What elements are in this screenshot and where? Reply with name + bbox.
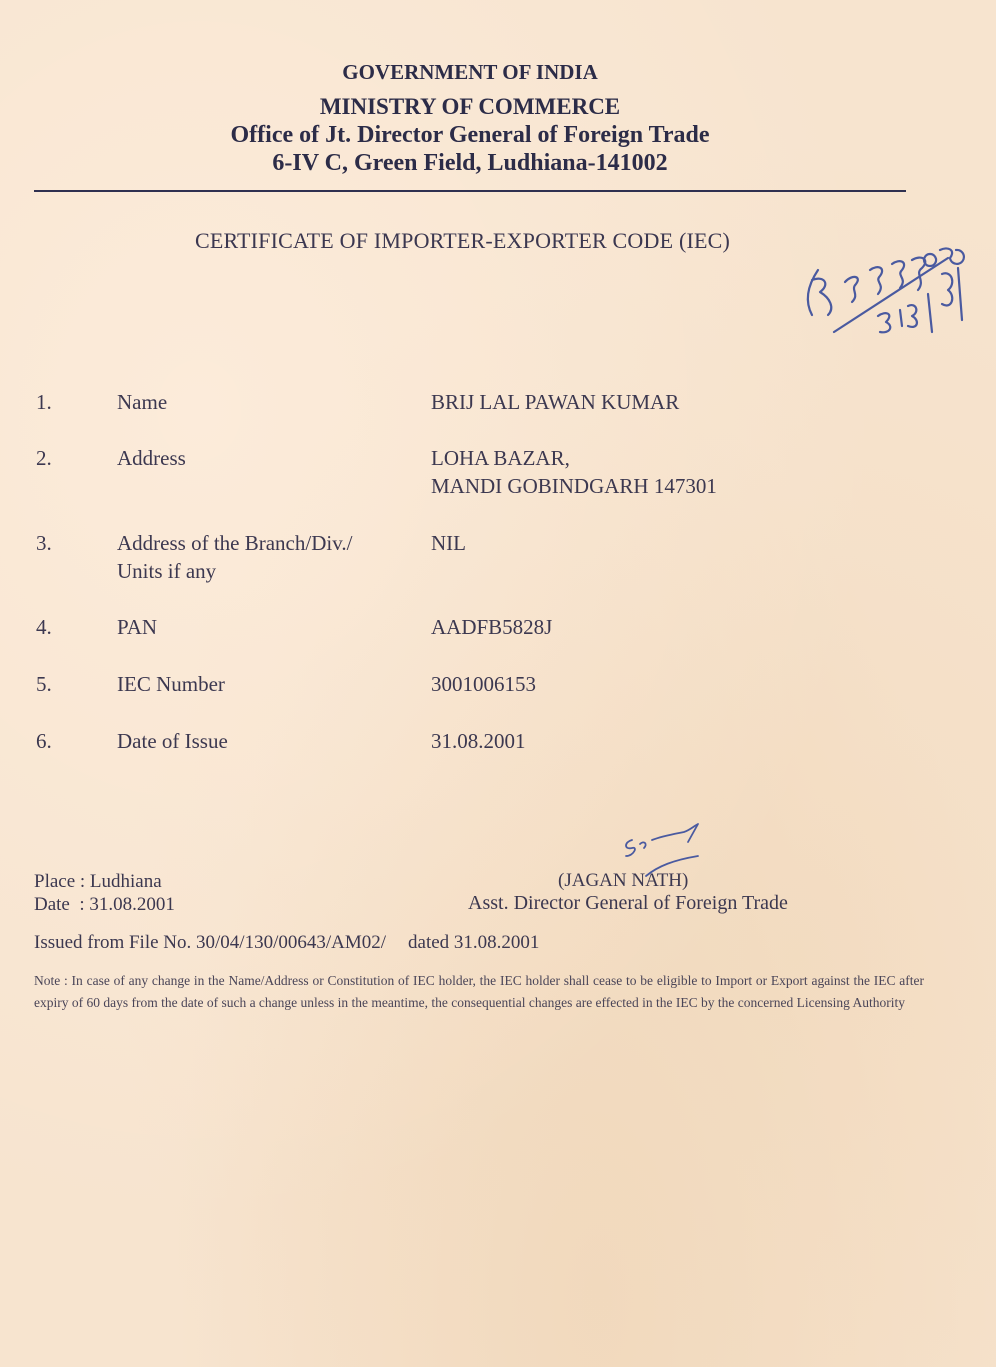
field-label-branch: Address of the Branch/Div./ Units if any [117,531,353,583]
signatory-name: (JAGAN NATH) [558,870,689,891]
field-number-pan: 4. [36,615,52,639]
field-value-pan: AADFB5828J [431,615,553,639]
field-number-address: 2. [36,446,52,470]
issued-from-line [34,932,539,954]
field-number-name: 1. [36,390,52,414]
issued-file-number: Issued from File No. 30/04/130/00643/AM02/ [34,932,387,953]
field-label-pan: PAN [117,615,158,639]
place-date-block [34,870,175,916]
field-value-address: LOHA BAZAR, MANDI GOBINDGARH 147301 [431,446,717,498]
field-value-iec: 3001006153 [431,672,536,696]
field-number-date: 6. [36,729,52,753]
issue-date: Date : 31.08.2001 [34,894,175,915]
field-value-name: BRIJ LAL PAWAN KUMAR [431,390,680,414]
header-divider [34,190,906,192]
field-value-branch: NIL [431,531,466,555]
place: Place : Ludhiana [34,871,162,892]
field-label-iec: IEC Number [117,672,225,696]
field-label-address: Address [117,446,186,470]
field-label-name: Name [117,390,168,414]
handwritten-annotation-mark [790,240,990,350]
signatory-designation: Asst. Director General of Foreign Trade [468,892,788,914]
field-value-date: 31.08.2001 [431,729,526,753]
field-number-iec: 5. [36,672,52,696]
field-label-date: Date of Issue [117,729,228,753]
header-government: GOVERNMENT OF INDIA [342,60,598,84]
certificate-title: CERTIFICATE OF IMPORTER-EXPORTER CODE (IEC) [194,228,731,253]
note-text: Note : In case of any change in the Name/Address or Constitution of IEC holder, the IEC holder shall cease to be eligible to Import or Export against the IEC after expiry of 60 days from the date of such a change unless in the meantime, the consequential changes are effected in the IEC by the concerned Licensing Authority [34,973,924,1010]
header-address: 6-IV C, Green Field, Ludhiana-141002 [272,150,668,176]
field-number-branch: 3. [36,531,52,555]
header-office: Office of Jt. Director General of Foreign Trade [230,122,710,148]
issued-dated: dated 31.08.2001 [408,932,540,953]
header-ministry: MINISTRY OF COMMERCE [319,94,621,119]
